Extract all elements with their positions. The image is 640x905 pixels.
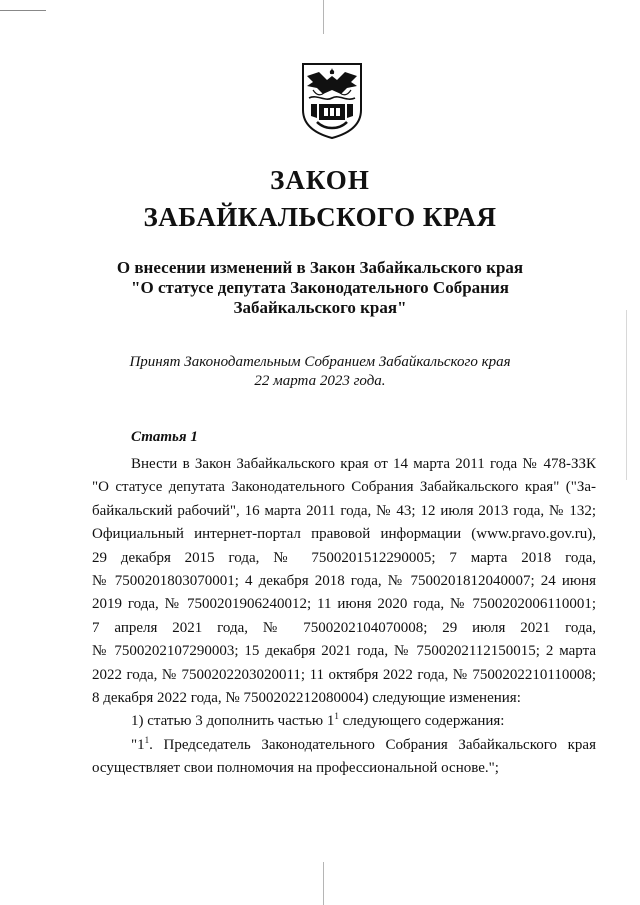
item-text-tail: следующего содержания:: [338, 713, 505, 730]
quoted-text-line: осуществляет свои полномочия на профессиональной основе.";: [92, 760, 499, 777]
quote-superscript: 1: [144, 734, 150, 745]
adoption-line: Принят Законодательным Собранием Забайкальского края: [129, 354, 511, 370]
paragraph-line: 29 декабря 2015 года, № 7500201512290005; 7 марта 2018 года,: [92, 549, 596, 566]
article-heading: Статья 1: [131, 429, 198, 445]
adoption-note: [0, 353, 640, 391]
quote-text: . Председатель Законодательного Собрания Забайкальского края: [149, 736, 596, 753]
quote-open: "1: [131, 736, 145, 753]
coat-of-arms-icon: [297, 60, 367, 140]
item-superscript: 1: [334, 711, 339, 722]
article-body: [92, 453, 596, 780]
paragraph-line: 2022 года, № 7500202203020011; 11 октября 2022 года, № 7500202210110008;: [92, 666, 596, 683]
paragraph-line: "О статусе депутата Законодательного Собрания Забайкальского края" ("За-: [92, 479, 596, 496]
subject-line: "О статусе депутата Законодательного Собрания: [131, 278, 509, 297]
scan-edge-mark: [626, 310, 627, 480]
paragraph-line: Официальный интернет-портал правовой информации (www.pravo.gov.ru),: [92, 526, 596, 543]
item-text: 1) статью 3 дополнить частью 1: [131, 713, 335, 730]
adoption-date: 22 марта 2023 года.: [254, 373, 386, 389]
amendment-item-1: [92, 710, 596, 733]
paragraph-line: 2019 года, № 7500201906240012; 11 июня 2020 года, № 7500202006110001;: [92, 596, 596, 613]
paragraph-line: 7 апреля 2021 года, № 7500202104070008; 29 июля 2021 года,: [92, 619, 596, 636]
scan-corner-line: [0, 10, 46, 11]
quoted-text-line: [92, 734, 596, 757]
paragraph-line: № 7500201803070001; 4 декабря 2018 года, № 7500201812040007; 24 июня: [92, 572, 596, 589]
subject-line: Забайкальского края": [233, 298, 407, 317]
subject-line: О внесении изменений в Закон Забайкальского края: [116, 258, 524, 277]
fold-mark-top: [323, 0, 324, 34]
paragraph-line: 8 декабря 2022 года, № 7500202212080004) следующие изменения:: [92, 689, 521, 706]
paragraph-line: № 7500202107290003; 15 декабря 2021 года, № 7500202112150015; 2 марта: [92, 643, 596, 660]
law-region: ЗАБАЙКАЛЬСКОГО КРАЯ: [143, 202, 497, 232]
fold-mark-bottom: [323, 862, 324, 905]
law-title: ЗАКОН: [270, 165, 370, 195]
paragraph-line: Внести в Закон Забайкальского края от 14 марта 2011 года № 478-ЗЗК: [131, 456, 596, 472]
paragraph-line: байкальский рабочий", 16 марта 2011 года, № 43; 12 июля 2013 года, № 132;: [92, 502, 596, 519]
law-subject: [0, 258, 640, 318]
